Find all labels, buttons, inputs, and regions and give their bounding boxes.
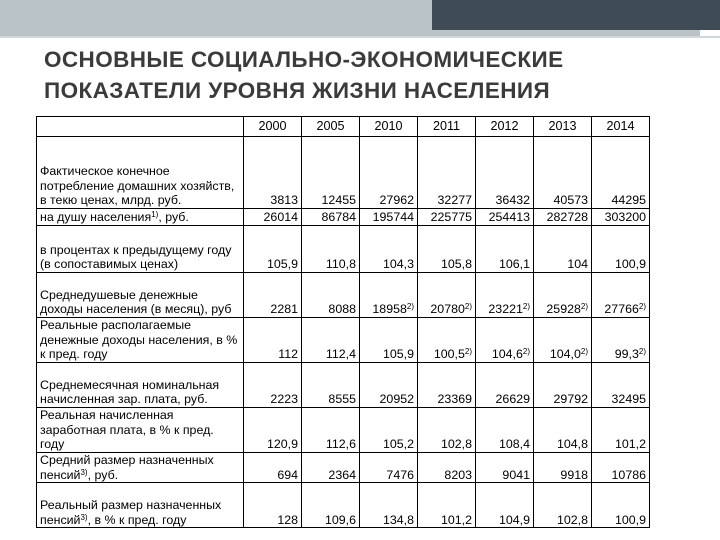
value-cell: 110,8 xyxy=(302,226,360,273)
value-cell: 32277 xyxy=(418,137,476,209)
row-label: в процентах к предыдущему году (в сопоставимых ценах) xyxy=(37,226,244,273)
year-header: 2013 xyxy=(534,117,592,137)
value-cell: 100,9 xyxy=(592,226,650,273)
table-row xyxy=(37,363,650,408)
value-cell: 10786 xyxy=(592,453,650,483)
table-row xyxy=(37,408,650,453)
value-cell: 29792 xyxy=(534,363,592,408)
table-row xyxy=(37,226,650,273)
slide-top-bar xyxy=(0,0,720,36)
value-cell: 105,9 xyxy=(244,226,302,273)
year-header: 2012 xyxy=(476,117,534,137)
value-cell: 104 xyxy=(534,226,592,273)
value-cell: 120,9 xyxy=(244,408,302,453)
value-cell: 106,1 xyxy=(476,226,534,273)
value-cell: 104,9 xyxy=(476,483,534,528)
top-bar-dark-band xyxy=(432,0,720,30)
value-cell: 105,2 xyxy=(360,408,418,453)
value-cell: 104,3 xyxy=(360,226,418,273)
value-cell: 86784 xyxy=(302,209,360,226)
value-cell: 20952 xyxy=(360,363,418,408)
value-cell: 100,5$^{2)}$ xyxy=(418,318,476,363)
value-cell: 7476 xyxy=(360,453,418,483)
year-header: 2011 xyxy=(418,117,476,137)
value-cell: 104,6$^{2)}$ xyxy=(476,318,534,363)
slide-title: ОСНОВНЫЕ СОЦИАЛЬНО-ЭКОНОМИЧЕСКИЕ ПОКАЗАТЕЛИ УРОВНЯ ЖИЗНИ НАСЕЛЕНИЯ xyxy=(44,47,564,103)
year-header: 2000 xyxy=(244,117,302,137)
value-cell: 12455 xyxy=(302,137,360,209)
value-cell: 2223 xyxy=(244,363,302,408)
value-cell: 694 xyxy=(244,453,302,483)
value-cell: 20780$^{2)}$ xyxy=(418,273,476,318)
row-label: Среднедушевые денежные доходы населения (в месяц), руб xyxy=(37,273,244,318)
table-row xyxy=(37,209,650,226)
table-row xyxy=(37,483,650,528)
value-cell: 25928$^{2)}$ xyxy=(534,273,592,318)
value-cell: 134,8 xyxy=(360,483,418,528)
value-cell: 23221$^{2)}$ xyxy=(476,273,534,318)
value-cell: 303200 xyxy=(592,209,650,226)
value-cell: 102,8 xyxy=(534,483,592,528)
value-cell: 105,8 xyxy=(418,226,476,273)
value-cell: 8203 xyxy=(418,453,476,483)
value-cell: 128 xyxy=(244,483,302,528)
value-cell: 27962 xyxy=(360,137,418,209)
row-label: Среднемесячная номинальная начисленная зар. плата, руб. xyxy=(37,363,244,408)
value-cell: 99,3$^{2)}$ xyxy=(592,318,650,363)
value-cell: 104,8 xyxy=(534,408,592,453)
value-cell: 8555 xyxy=(302,363,360,408)
value-cell: 3813 xyxy=(244,137,302,209)
table-body xyxy=(37,137,650,528)
table-row xyxy=(37,453,650,483)
value-cell: 32495 xyxy=(592,363,650,408)
year-header: 2010 xyxy=(360,117,418,137)
value-cell: 36432 xyxy=(476,137,534,209)
value-cell: 112,6 xyxy=(302,408,360,453)
value-cell: 8088 xyxy=(302,273,360,318)
year-header: 2005 xyxy=(302,117,360,137)
value-cell: 105,9 xyxy=(360,318,418,363)
row-label: Средний размер назначенных пенсий$^{3)}$, руб. xyxy=(37,453,244,483)
value-cell: 104,0$^{2)}$ xyxy=(534,318,592,363)
row-label: Реальная начисленная заработная плата, в % к пред. году xyxy=(37,408,244,453)
value-cell: 2364 xyxy=(302,453,360,483)
value-cell: 101,2 xyxy=(418,483,476,528)
table-row xyxy=(37,137,650,209)
value-cell: 26014 xyxy=(244,209,302,226)
value-cell: 44295 xyxy=(592,137,650,209)
value-cell: 27766$^{2)}$ xyxy=(592,273,650,318)
value-cell: 40573 xyxy=(534,137,592,209)
value-cell: 100,9 xyxy=(592,483,650,528)
table-row xyxy=(37,273,650,318)
row-label: Реальный размер назначенных пенсий$^{3)}$, в % к пред. году xyxy=(37,483,244,528)
value-cell: 108,4 xyxy=(476,408,534,453)
value-cell: 102,8 xyxy=(418,408,476,453)
row-label: Фактическое конечное потребление домашних хозяйств, в текю ценах, млрд. руб. xyxy=(37,137,244,209)
table-row xyxy=(37,318,650,363)
table-header-row xyxy=(37,117,650,137)
value-cell: 9918 xyxy=(534,453,592,483)
value-cell: 18958$^{2)}$ xyxy=(360,273,418,318)
year-header: 2014 xyxy=(592,117,650,137)
value-cell: 2281 xyxy=(244,273,302,318)
top-bar-divider xyxy=(0,36,720,38)
value-cell: 26629 xyxy=(476,363,534,408)
table-header-corner xyxy=(37,117,244,137)
value-cell: 23369 xyxy=(418,363,476,408)
value-cell: 195744 xyxy=(360,209,418,226)
value-cell: 282728 xyxy=(534,209,592,226)
value-cell: 112 xyxy=(244,318,302,363)
value-cell: 112,4 xyxy=(302,318,360,363)
value-cell: 9041 xyxy=(476,453,534,483)
value-cell: 109,6 xyxy=(302,483,360,528)
value-cell: 101,2 xyxy=(592,408,650,453)
row-label: на душу населения$^{1)}$, руб. xyxy=(37,209,244,226)
indicators-table xyxy=(36,116,650,528)
row-label: Реальные располагаемые денежные доходы населения, в % к пред. году xyxy=(37,318,244,363)
value-cell: 254413 xyxy=(476,209,534,226)
value-cell: 225775 xyxy=(418,209,476,226)
